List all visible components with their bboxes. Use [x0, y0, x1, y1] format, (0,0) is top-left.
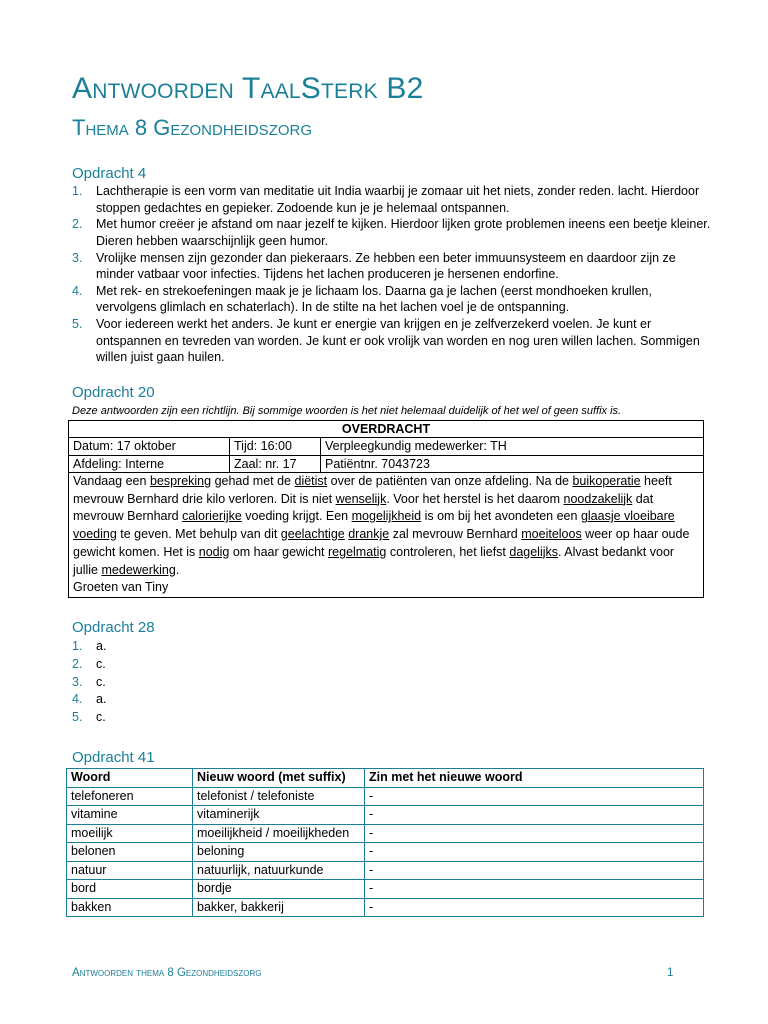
item-number: 4. [72, 283, 83, 298]
opdracht-4-list [72, 183, 712, 366]
woord-cell: belonen [67, 843, 193, 862]
opdracht-4-item [72, 283, 712, 316]
opdracht-28-list [72, 638, 712, 727]
woord-cell: telefoneren [67, 787, 193, 806]
heading-opdracht-20: Opdracht 20 [72, 384, 155, 401]
text-segment: weer op haar oude gewicht komen. Het is [73, 527, 690, 559]
underlined-word: drankje [348, 527, 390, 541]
item-text: a. [96, 692, 107, 707]
item-number: 5. [72, 317, 83, 331]
text-segment: heeft mevrouw Bernhard drie kilo verloren. Dit is niet [73, 473, 672, 506]
opdracht-4-item [72, 316, 712, 366]
tijd-cell: Tijd: 16:00 [230, 438, 321, 455]
text-segment: dat mevrouw Bernhard [73, 491, 654, 524]
underlined-word: nodig [198, 544, 230, 559]
nieuw-woord-cell: bakker, bakkerij [193, 898, 365, 917]
opdracht-4-item [72, 216, 712, 249]
nieuw-woord-cell: moeilijkheid / moeilijkheden [193, 824, 365, 843]
table-row [67, 898, 704, 917]
document-title: Antwoorden TaalSterk B2 [72, 72, 424, 105]
underlined-word: buikoperatie [572, 473, 641, 488]
item-text: Lachtherapie is een vorm van meditatie uit India waarbij je zomaar uit het niets, zonder reden. lacht. Hierdoor stoppen gedachtes en gepieker. Zodoende kun je je helemaal ontspannen. [96, 184, 700, 215]
opdracht-4-item [72, 250, 712, 283]
opdracht-28-item [72, 656, 712, 674]
item-text: Voor iedereen werkt het anders. Je kunt er energie van krijgen en je zelfverzekerd voelen. Je kunt er ontspannen en tevreden van worden. Je kunt er ook vrolijk van worden en nog uren willen lachen. Sommigen willen juist gaan huilen. [96, 317, 700, 365]
text-segment: is om bij het avondeten een [421, 509, 581, 524]
zaal-cell: Zaal: nr. 17 [230, 455, 321, 472]
afdeling-cell: Afdeling: Interne [69, 455, 230, 472]
item-text: a. [96, 639, 107, 653]
opdracht-28-item [72, 638, 712, 656]
table-row [67, 843, 704, 862]
underlined-word: glaasje vloeibare [580, 509, 675, 524]
zin-cell: - [365, 824, 704, 843]
table-row [67, 787, 704, 806]
opdracht-28-item [72, 691, 712, 709]
overdracht-closing: Groeten van Tiny [73, 580, 169, 595]
overdracht-body [69, 472, 704, 597]
item-text: Met rek- en strekoefeningen maak je je lichaam los. Daarna ga je lachen (eerst mondhoeken krullen, vervolgens glimlach en schaterlach). In de stilte na het lachen voel je de ontspanning. [96, 283, 652, 315]
header-nieuw-woord: Nieuw woord (met suffix) [193, 769, 365, 788]
opdracht-20-note: Deze antwoorden zijn een richtlijn. Bij sommige woorden is het niet helemaal duidelijk of het wel of geen suffix is. [72, 405, 622, 417]
item-number: 2. [72, 217, 83, 232]
text-segment: voeding krijgt. Een [241, 509, 352, 524]
medewerker-cell: Verpleegkundig medewerker: TH [321, 438, 704, 455]
suffix-table-body [67, 787, 704, 917]
table-row [67, 861, 704, 880]
zin-cell: - [365, 898, 704, 917]
patient-cell: Patiëntnr. 7043723 [321, 455, 704, 472]
text-segment: Vandaag een [73, 473, 150, 488]
page-number: 1 [667, 967, 674, 979]
zin-cell: - [365, 880, 704, 899]
heading-opdracht-41: Opdracht 41 [72, 749, 155, 766]
suffix-table [66, 768, 704, 917]
underlined-word: regelmatig [328, 544, 387, 559]
text-segment: . Alvast bedankt voor jullie [73, 544, 675, 577]
item-text: c. [96, 674, 106, 689]
table-row [67, 806, 704, 825]
item-text: c. [96, 656, 106, 671]
item-number: 1. [72, 184, 83, 198]
zin-cell: - [365, 861, 704, 880]
table-row [67, 824, 704, 843]
underlined-word: calorierijke [182, 509, 242, 524]
underlined-word: noodzakelijk [563, 491, 633, 506]
document-subtitle: Thema 8 Gezondheidszorg [72, 115, 313, 140]
text-segment: gehad met de [211, 473, 295, 488]
footer-text: Antwoorden thema 8 Gezondheidszorg [72, 967, 262, 979]
item-number: 1. [72, 639, 83, 653]
zin-cell: - [365, 843, 704, 862]
zin-cell: - [365, 787, 704, 806]
woord-cell: natuur [67, 861, 193, 880]
item-number: 3. [72, 250, 83, 265]
text-segment: . Voor het herstel is het daarom [386, 491, 564, 506]
nieuw-woord-cell: vitaminerijk [193, 806, 365, 825]
overdracht-title: OVERDRACHT [69, 421, 704, 438]
underlined-word: wenselijk [335, 491, 387, 506]
item-text: c. [96, 710, 106, 724]
datum-cell: Datum: 17 oktober [69, 438, 230, 455]
underlined-word: voeding [73, 527, 117, 541]
overdracht-text [73, 474, 689, 577]
text-segment: zal mevrouw Bernhard [389, 527, 522, 541]
underlined-word: geelachtige [280, 527, 345, 541]
nieuw-woord-cell: telefonist / telefoniste [193, 787, 365, 806]
header-woord: Woord [67, 769, 193, 788]
underlined-word: dagelijks [509, 544, 559, 559]
underlined-word: moeiteloos [521, 527, 582, 541]
zin-cell: - [365, 806, 704, 825]
item-number: 2. [72, 656, 83, 671]
underlined-word: diëtist [294, 473, 328, 488]
item-text: Met humor creëer je afstand om naar jezelf te kijken. Hierdoor lijken grote problemen ineens een beetje kleiner. Dieren hebben waarschijnlijk geen humor. [96, 217, 711, 248]
item-number: 5. [72, 710, 83, 724]
item-number: 3. [72, 674, 83, 689]
opdracht-28-item [72, 674, 712, 692]
nieuw-woord-cell: beloning [193, 843, 365, 862]
heading-opdracht-4: Opdracht 4 [72, 165, 147, 182]
item-number: 4. [72, 692, 83, 707]
text-segment: om haar gewicht [229, 544, 329, 559]
underlined-word: bespreking [149, 473, 212, 488]
underlined-word: mogelijkheid [351, 509, 422, 524]
item-text: Vrolijke mensen zijn gezonder dan piekeraars. Ze hebben een beter immuunsysteem en daardoor zijn ze minder vatbaar voor infecties. Tijdens het lachen produceren je hersenen endorfine. [96, 250, 676, 282]
nieuw-woord-cell: natuurlijk, natuurkunde [193, 861, 365, 880]
woord-cell: vitamine [67, 806, 193, 825]
heading-opdracht-28: Opdracht 28 [72, 619, 155, 636]
woord-cell: moeilijk [67, 824, 193, 843]
woord-cell: bakken [67, 898, 193, 917]
nieuw-woord-cell: bordje [193, 880, 365, 899]
text-segment: . [175, 562, 180, 577]
opdracht-28-item [72, 709, 712, 727]
overdracht-table [68, 420, 704, 598]
header-zin: Zin met het nieuwe woord [365, 769, 704, 788]
text-segment: controleren, het liefst [386, 544, 510, 559]
opdracht-4-item [72, 183, 712, 216]
table-row [67, 880, 704, 899]
woord-cell: bord [67, 880, 193, 899]
underlined-word: medewerking [101, 562, 176, 577]
text-segment: over de patiënten van onze afdeling. Na de [327, 473, 573, 488]
text-segment: te geven. Met behulp van dit [116, 527, 281, 541]
